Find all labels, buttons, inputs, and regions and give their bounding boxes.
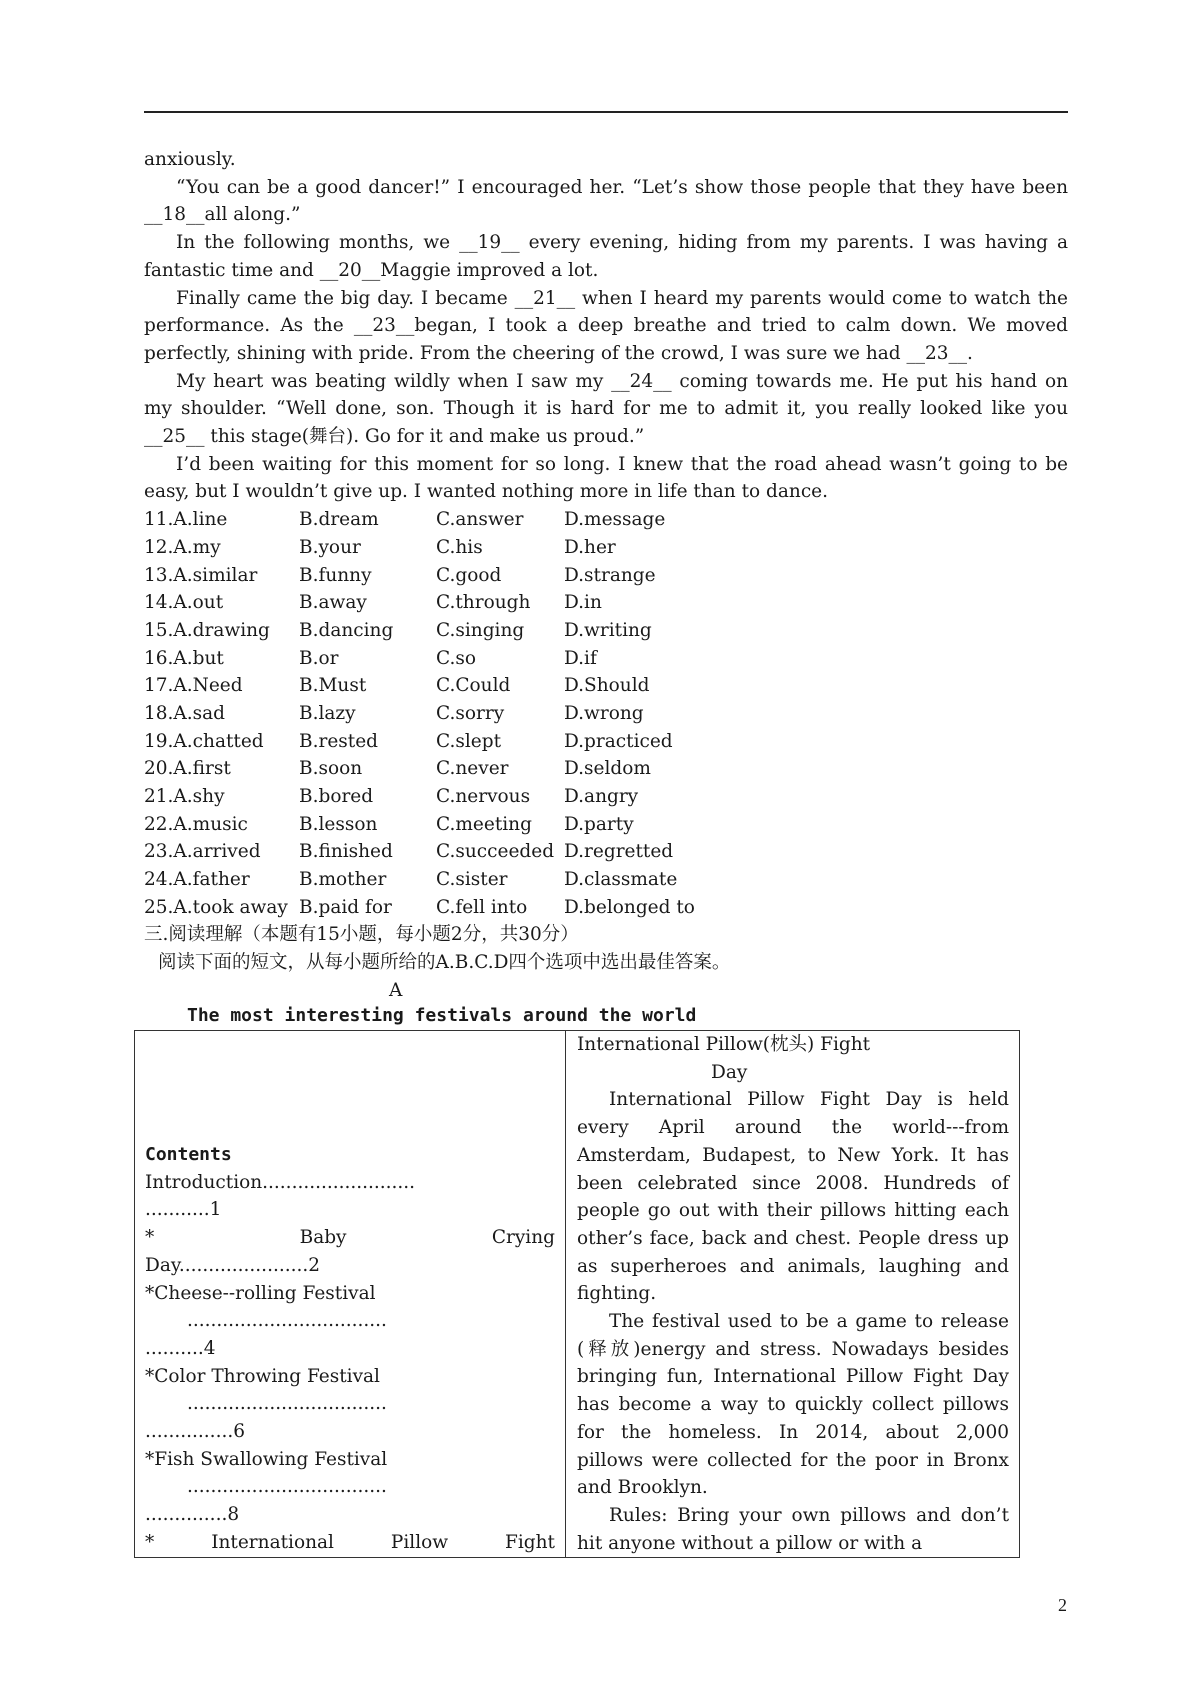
bullet-star: * [145,1227,155,1249]
option-a: 19.A.chatted [144,730,264,752]
option-b: B.bored [299,786,374,808]
option-a: 13.A.similar [144,564,258,586]
toc-word: Pillow [390,1531,449,1553]
article-title-cont: Day [711,1061,748,1083]
header-rule [144,111,1068,113]
option-c: C.so [436,647,477,669]
article-title: International Pillow(枕头) Fight [577,1034,871,1055]
option-b: B.dancing [299,619,394,641]
option-row [144,617,1068,645]
option-b: B.away [299,592,367,614]
option-d: D.regretted [564,841,674,863]
option-row [144,534,1068,562]
passage-paragraph: anxiously. [144,149,236,170]
option-row [144,645,1068,673]
toc-line: *Cheese--rolling Festival [145,1282,376,1304]
option-row [144,672,1068,700]
option-b: B.lesson [299,813,378,835]
toc-word: International [211,1531,334,1553]
passage-paragraph: “You can be a good dancer!” I encouraged her. “Let’s show those people that they have been __18__all along.” [144,176,1068,226]
option-c: C.his [436,536,483,558]
option-a: 18.A.sad [144,702,226,724]
article-paragraph: International Pillow Fight Day is held every April around the world---from Amsterdam, Budapest, to New York. It has been celebrated since 2008. Hundreds of people go out with their pillows hitting each other’s face, back and chest. People dress up as superheroes and animals, laughing and fighting. [577,1089,1009,1305]
option-d: D.practiced [564,730,673,752]
passage-paragraph: Finally came the big day. I became __21__ when I heard my parents would come to watch the performance. As the __23__began, I took a deep breathe and tried to calm down. We moved perfectly, shining with pride. From the cheering of the crowd, I was sure we had __23__. [144,287,1068,364]
section-title: 三.阅读理解（本题有15小题，每小题2分，共30分） [144,924,579,946]
toc-line [145,1529,555,1557]
toc-line: .................................. [187,1476,387,1498]
option-row [144,728,1068,756]
option-d: D.message [564,509,666,531]
table-divider [565,1031,566,1557]
option-row [144,755,1068,783]
toc-word: Crying [491,1227,555,1249]
option-c: C.nervous [436,786,531,808]
bullet-star: * [145,1531,155,1553]
option-row [144,838,1068,866]
option-b: B.mother [299,869,387,891]
toc-line: ..........4 [145,1337,216,1359]
option-c: C.answer [436,509,524,531]
option-d: D.party [564,813,634,835]
option-c: C.slept [436,730,502,752]
option-d: D.strange [564,564,656,586]
toc-line: Day......................2 [145,1254,321,1276]
option-b: B.Must [299,675,367,697]
option-c: C.through [436,592,531,614]
option-row [144,562,1068,590]
option-a: 11.A.line [144,509,228,531]
toc-line: .................................. [187,1310,387,1332]
answer-options-list [144,506,1068,921]
option-b: B.your [299,536,361,558]
option-a: 17.A.Need [144,675,243,697]
toc-word: Baby [299,1227,347,1249]
option-c: C.singing [436,619,525,641]
option-a: 12.A.my [144,536,221,558]
option-c: C.fell into [436,896,528,918]
option-b: B.dream [299,509,379,531]
option-row [144,866,1068,894]
option-c: C.succeeded [436,841,555,863]
toc-line: .................................. [187,1393,387,1415]
option-d: D.Should [564,675,650,697]
option-d: D.belonged to [564,896,695,918]
option-c: C.good [436,564,502,586]
option-c: C.sister [436,869,508,891]
article-paragraph: The festival used to be a game to release (释放)energy and stress. Nowadays besides bringing fun, International Pillow Fight Day has become a way to quickly collect pillows for the homeless. In 2014, about 2,000 pillows were collected for the poor in Bronx and Brooklyn. [577,1311,1009,1499]
cloze-passage [144,146,1068,1001]
toc-line: *Color Throwing Festival [145,1365,380,1387]
option-c: C.never [436,758,509,780]
contents-column [145,1031,555,1557]
option-a: 21.A.shy [144,786,225,808]
option-d: D.her [564,536,616,558]
option-a: 22.A.music [144,813,248,835]
option-a: 24.A.father [144,869,250,891]
toc-line: ...........1 [145,1199,222,1221]
article-paragraph: Rules: Bring your own pillows and don’t hit anyone without a pillow or with a [577,1504,1009,1554]
toc-line: ..............8 [145,1504,240,1526]
option-row [144,894,1068,922]
option-d: D.seldom [564,758,651,780]
reading-section [144,921,1068,1001]
option-row [144,589,1068,617]
option-d: D.if [564,647,597,669]
passage-paragraph: In the following months, we __19__ every evening, hiding from my parents. I was having a fantastic time and __20__Maggie improved a lot. [144,232,1068,281]
contents-article-table [134,1030,1020,1558]
option-c: C.sorry [436,702,505,724]
option-d: D.classmate [564,869,678,891]
option-a: 20.A.first [144,758,231,780]
contents-heading: Contents [145,1144,232,1165]
passage-letter: A [389,979,403,1001]
article-column [577,1031,1009,1557]
option-b: B.or [299,647,339,669]
option-a: 15.A.drawing [144,619,270,641]
section-instruction: 阅读下面的短文，从每小题所给的A.B.C.D四个选项中选出最佳答案。 [158,952,731,974]
toc-line [145,1224,555,1252]
option-b: B.funny [299,564,372,586]
option-row [144,783,1068,811]
toc-line: Introduction.......................... [145,1171,416,1193]
option-b: B.lazy [299,702,356,724]
option-b: B.paid for [299,896,392,918]
option-a: 16.A.but [144,647,224,669]
document-title: The most interesting festivals around the world [187,1005,697,1026]
option-b: B.finished [299,841,393,863]
option-d: D.writing [564,619,652,641]
passage-paragraph: I’d been waiting for this moment for so long. I knew that the road ahead wasn’t going to be easy, but I wouldn’t give up. I wanted nothing more in life than to dance. [144,453,1068,503]
page-number: 2 [1058,1595,1067,1615]
option-a: 23.A.arrived [144,841,261,863]
option-a: 25.A.took away [144,896,288,918]
option-b: B.rested [299,730,378,752]
option-d: D.angry [564,786,639,808]
option-row [144,700,1068,728]
option-d: D.in [564,592,602,614]
toc-word: Fight [505,1531,555,1553]
option-row [144,811,1068,839]
option-a: 14.A.out [144,592,224,614]
option-c: C.Could [436,675,511,697]
toc-line: ...............6 [145,1421,245,1443]
toc-line: *Fish Swallowing Festival [145,1448,388,1470]
option-b: B.soon [299,758,363,780]
option-d: D.wrong [564,702,644,724]
passage-paragraph: My heart was beating wildly when I saw my __24__ coming towards me. He put his hand on my shoulder. “Well done, son. Though it is hard for me to admit it, you really looked like you __25__ this stage(舞台). Go for it and make us proud.” [144,370,1068,448]
option-c: C.meeting [436,813,532,835]
option-row [144,506,1068,534]
